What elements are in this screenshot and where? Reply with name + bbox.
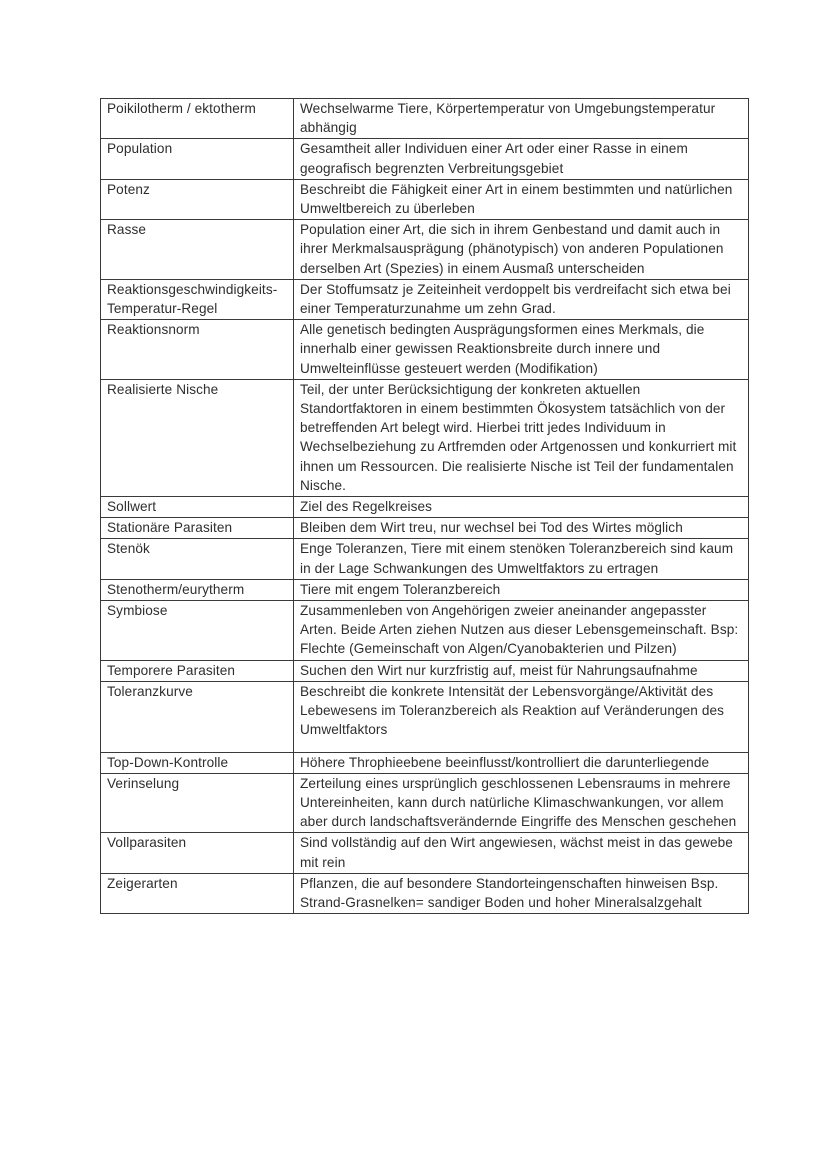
term-text: Reaktionsgeschwindigkeits-Temperatur-Regel bbox=[107, 281, 278, 317]
table-row bbox=[101, 873, 749, 913]
table-row bbox=[101, 579, 749, 600]
term-cell bbox=[101, 660, 294, 681]
table-row bbox=[101, 539, 749, 579]
definition-text: Beschreibt die Fähigkeit einer Art in einem bestimmten und natürlichen Umweltbereich zu überleben bbox=[300, 181, 733, 217]
table-row bbox=[101, 379, 749, 496]
definition-text: Bleiben dem Wirt treu, nur wechsel bei Tod des Wirtes möglich bbox=[300, 520, 683, 536]
term-text: Verinselung bbox=[107, 775, 180, 791]
term-cell bbox=[101, 601, 294, 661]
term-text: Potenz bbox=[107, 181, 150, 197]
term-text: Reaktionsnorm bbox=[107, 322, 200, 338]
definition-cell bbox=[294, 379, 749, 496]
definition-cell bbox=[294, 601, 749, 661]
definition-cell bbox=[294, 833, 749, 873]
term-text: Stenotherm/eurytherm bbox=[107, 581, 245, 597]
table-row bbox=[101, 220, 749, 280]
table-row bbox=[101, 681, 749, 752]
table-row bbox=[101, 179, 749, 219]
table-row bbox=[101, 833, 749, 873]
term-text: Stenök bbox=[107, 541, 150, 557]
definition-text: Zerteilung eines ursprünglich geschlossenen Lebensraums in mehrere Untereinheiten, kann durch natürliche Klimaschwankungen, vor allem aber durch landschaftsverändernde Eingriffe des Menschen geschehen bbox=[300, 775, 737, 830]
definition-cell bbox=[294, 660, 749, 681]
term-text: Poikilotherm / ektotherm bbox=[107, 101, 256, 116]
glossary-table bbox=[100, 98, 749, 914]
definition-cell bbox=[294, 773, 749, 833]
definition-cell bbox=[294, 179, 749, 219]
term-cell bbox=[101, 379, 294, 496]
definition-cell bbox=[294, 681, 749, 752]
definition-text: Der Stoffumsatz je Zeiteinheit verdoppelt bis verdreifacht sich etwa bei einer Temperaturzunahme um zehn Grad. bbox=[300, 281, 731, 317]
definition-text: Pflanzen, die auf besondere Standorteingenschaften hinweisen Bsp. Strand-Grasnelken= sandiger Boden und hoher Mineralsalzgehalt bbox=[300, 875, 719, 910]
definition-text: Wechselwarme Tiere, Körpertemperatur von Umgebungstemperatur abhängig bbox=[300, 101, 716, 136]
term-cell bbox=[101, 833, 294, 873]
term-cell bbox=[101, 579, 294, 600]
term-cell bbox=[101, 279, 294, 319]
term-text: Temporere Parasiten bbox=[107, 662, 236, 678]
table-row bbox=[101, 773, 749, 833]
table-row bbox=[101, 99, 749, 139]
table-row bbox=[101, 497, 749, 518]
definition-text: Alle genetisch bedingten Ausprägungsformen eines Merkmals, die innerhalb einer gewissen Reaktionsbreite durch innere und Umwelteinflüsse gesteuert werden (Modifikation) bbox=[300, 322, 705, 376]
definition-text: Zusammenleben von Angehörigen zweier aneinander angepasster Arten. Beide Arten ziehen Nutzen aus dieser Lebensgemeinschaft. Bsp: Flechte (Gemeinschaft von Algen/Cyanobakterien und Pilzen) bbox=[300, 603, 739, 657]
term-text: Zeigerarten bbox=[107, 875, 178, 891]
term-cell bbox=[101, 99, 294, 139]
term-cell bbox=[101, 497, 294, 518]
definition-cell bbox=[294, 873, 749, 913]
definition-text: Sind vollständig auf den Wirt angewiesen, wächst meist in das gewebe mit rein bbox=[300, 835, 733, 870]
definition-cell bbox=[294, 579, 749, 600]
table-row bbox=[101, 518, 749, 539]
definition-cell bbox=[294, 99, 749, 139]
definition-text: Tiere mit engem Toleranzbereich bbox=[300, 581, 501, 597]
term-text: Population bbox=[107, 141, 173, 157]
term-cell bbox=[101, 752, 294, 773]
table-row bbox=[101, 320, 749, 380]
definition-text: Höhere Throphieebene beeinflusst/kontrolliert die darunterliegende bbox=[300, 754, 710, 770]
definition-cell bbox=[294, 220, 749, 280]
term-cell bbox=[101, 539, 294, 579]
table-row bbox=[101, 752, 749, 773]
term-cell bbox=[101, 773, 294, 833]
definition-text: Ziel des Regelkreises bbox=[300, 499, 433, 515]
term-cell bbox=[101, 681, 294, 752]
definition-text: Teil, der unter Berücksichtigung der konkreten aktuellen Standortfaktoren in einem bestimmten Ökosystem tatsächlich von der betreffenden Art belegt wird. Hierbei tritt jedes Individuum in Wechselbeziehung zu Artfremden oder Artgenossen und konkurriert mit ihnen um Ressourcen. Die realisierte Nische ist Teil der fundamentalen Nische. bbox=[300, 381, 737, 493]
definition-text: Beschreibt die konkrete Intensität der Lebensvorgänge/Aktivität des Lebewesens im Toleranzbereich als Reaktion auf Veränderungen des Umweltfaktors bbox=[300, 683, 725, 738]
definition-cell bbox=[294, 139, 749, 179]
term-text: Realisierte Nische bbox=[107, 381, 219, 397]
definition-cell bbox=[294, 497, 749, 518]
definition-text: Gesamtheit aller Individuen einer Art oder einer Rasse in einem geografisch begrenzten Verbreitungsgebiet bbox=[300, 141, 688, 176]
glossary-table-body bbox=[101, 99, 749, 914]
definition-cell bbox=[294, 539, 749, 579]
definition-text: Enge Toleranzen, Tiere mit einem stenöken Toleranzbereich sind kaum in der Lage Schwankungen des Umweltfaktors zu ertragen bbox=[300, 541, 734, 576]
table-row bbox=[101, 279, 749, 319]
term-text: Top-Down-Kontrolle bbox=[107, 754, 229, 770]
term-text: Vollparasiten bbox=[107, 835, 187, 851]
term-cell bbox=[101, 873, 294, 913]
term-cell bbox=[101, 139, 294, 179]
definition-text: Population einer Art, die sich in ihrem Genbestand und damit auch in ihrer Merkmalsausprägung (phänotypisch) von anderen Populationen derselben Art (Spezies) in einem Ausmaß unterscheiden bbox=[300, 222, 724, 276]
term-cell bbox=[101, 518, 294, 539]
definition-text: Suchen den Wirt nur kurzfristig auf, meist für Nahrungsaufnahme bbox=[300, 662, 698, 678]
term-cell bbox=[101, 320, 294, 380]
term-text: Toleranzkurve bbox=[107, 683, 193, 699]
definition-cell bbox=[294, 752, 749, 773]
term-cell bbox=[101, 220, 294, 280]
term-text: Sollwert bbox=[107, 499, 157, 515]
term-text: Symbiose bbox=[107, 603, 168, 619]
table-row bbox=[101, 601, 749, 661]
definition-cell bbox=[294, 279, 749, 319]
definition-cell bbox=[294, 320, 749, 380]
term-cell bbox=[101, 179, 294, 219]
term-text: Rasse bbox=[107, 222, 147, 238]
table-row bbox=[101, 660, 749, 681]
table-row bbox=[101, 139, 749, 179]
term-text: Stationäre Parasiten bbox=[107, 520, 233, 536]
definition-cell bbox=[294, 518, 749, 539]
blank-line bbox=[300, 740, 743, 751]
